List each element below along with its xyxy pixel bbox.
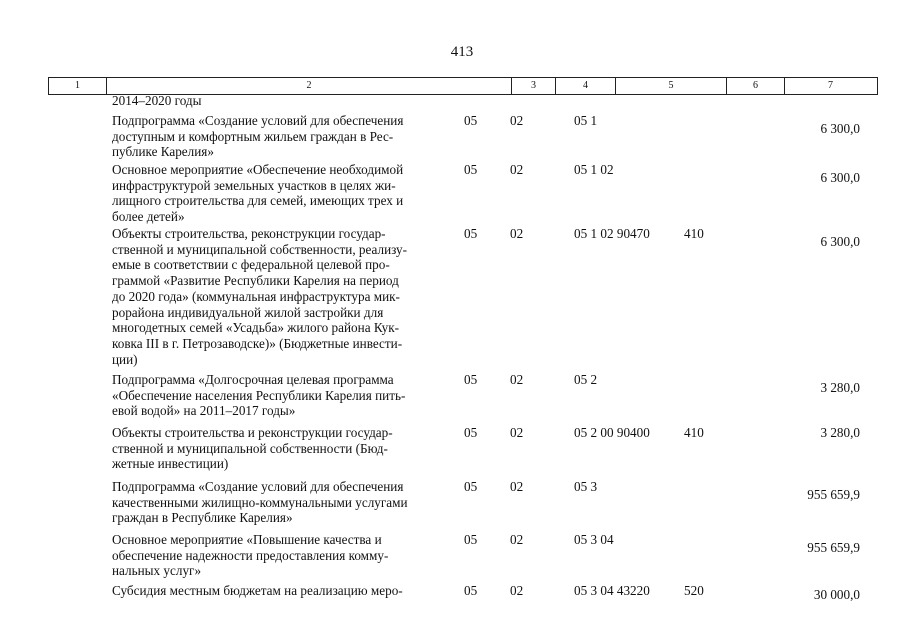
row-col-4: 02 xyxy=(510,226,524,241)
row-col-5: 05 1 02 90470 xyxy=(574,226,650,241)
row-col-7: 3 280,0 xyxy=(820,425,860,440)
row-col-5: 05 2 00 90400 xyxy=(574,425,650,440)
page-number: 413 xyxy=(450,44,474,60)
table-body xyxy=(0,93,905,601)
header-col-4: 4 xyxy=(556,78,616,94)
table-row xyxy=(0,226,905,368)
row-col-5: 05 1 02 xyxy=(574,162,614,177)
table-row xyxy=(0,583,905,601)
row-col-7: 3 280,0 xyxy=(820,380,860,395)
row-col-5: 05 3 xyxy=(574,479,598,494)
row-col-4: 02 xyxy=(510,479,524,494)
row-col-5: 05 3 04 43220 xyxy=(574,583,650,598)
row-description: Объекты строительства и реконструкции государ- ственной и муниципальной собственности (Бюд- жетные инвестиции) xyxy=(112,425,393,472)
row-col-5: 05 1 xyxy=(574,113,598,128)
row-description: Основное мероприятие «Повышение качества и обеспечение надежности предоставления комму- нальных услуг» xyxy=(112,532,389,579)
row-col-3: 05 xyxy=(464,226,478,241)
table-row xyxy=(0,113,905,160)
table-row xyxy=(0,93,905,109)
table-row xyxy=(0,479,905,529)
row-col-7: 30 000,0 xyxy=(813,587,860,602)
row-col-3: 05 xyxy=(464,162,478,177)
row-col-6: 520 xyxy=(684,583,704,598)
row-col-7: 6 300,0 xyxy=(820,170,860,185)
header-col-1: 1 xyxy=(49,78,107,94)
row-col-4: 02 xyxy=(510,532,524,547)
header-col-5: 5 xyxy=(616,78,727,94)
row-col-4: 02 xyxy=(510,372,524,387)
row-col-6: 410 xyxy=(684,425,704,440)
table-row xyxy=(0,425,905,475)
row-description: Подпрограмма «Создание условий для обеспечения доступным и комфортным жильем граждан в Рес- публике Карелия» xyxy=(112,113,404,160)
row-col-7: 6 300,0 xyxy=(820,121,860,136)
row-description: Субсидия местным бюджетам на реализацию меро- xyxy=(112,583,403,598)
table-row xyxy=(0,372,905,421)
row-col-5: 05 3 04 xyxy=(574,532,614,547)
row-col-4: 02 xyxy=(510,162,524,177)
row-col-4: 02 xyxy=(510,583,524,598)
row-col-5: 05 2 xyxy=(574,372,598,387)
row-col-3: 05 xyxy=(464,113,478,128)
row-col-3: 05 xyxy=(464,372,478,387)
row-col-4: 02 xyxy=(510,425,524,440)
table-row xyxy=(0,162,905,225)
row-description: Подпрограмма «Долгосрочная целевая программа «Обеспечение населения Республики Карелия пить- евой водой» на 2011–2017 годы» xyxy=(112,372,406,419)
header-col-3: 3 xyxy=(512,78,556,94)
row-col-3: 05 xyxy=(464,583,478,598)
row-description: Основное мероприятие «Обеспечение необходимой инфраструктурой земельных участков в целях жи- лищного строительства для семей, имеющих трех и более детей» xyxy=(112,162,404,225)
row-col-7: 955 659,9 xyxy=(807,540,860,555)
row-description: Подпрограмма «Создание условий для обеспечения качественными жилищно-коммунальными услугами граждан в Республике Карелия» xyxy=(112,479,408,526)
header-col-7: 7 xyxy=(828,80,833,91)
table-row xyxy=(0,532,905,580)
row-col-3: 05 xyxy=(464,479,478,494)
row-col-3: 05 xyxy=(464,532,478,547)
row-col-6: 410 xyxy=(684,226,704,241)
header-col-2: 2 xyxy=(107,78,512,94)
header-col-6: 6 xyxy=(727,78,785,94)
row-description: Объекты строительства, реконструкции государ- ственной и муниципальной собственности, реализу- емые в соответствии с федеральной целевой про- граммой «Развитие Республики Карелия на период до 2020 года» (коммунальная инфраструктура мик- рорайона индивидуальной жилой застройки для многодетных семей «Усадьба» жилого района Кук- ковка III в г. Петрозаводске)» (Бюджетные инвести- ции) xyxy=(112,226,408,367)
row-col-4: 02 xyxy=(510,113,524,128)
row-col-7: 6 300,0 xyxy=(820,234,860,249)
row-col-7: 955 659,9 xyxy=(807,487,860,502)
row-col-3: 05 xyxy=(464,425,478,440)
row-description: 2014–2020 годы xyxy=(112,93,202,108)
